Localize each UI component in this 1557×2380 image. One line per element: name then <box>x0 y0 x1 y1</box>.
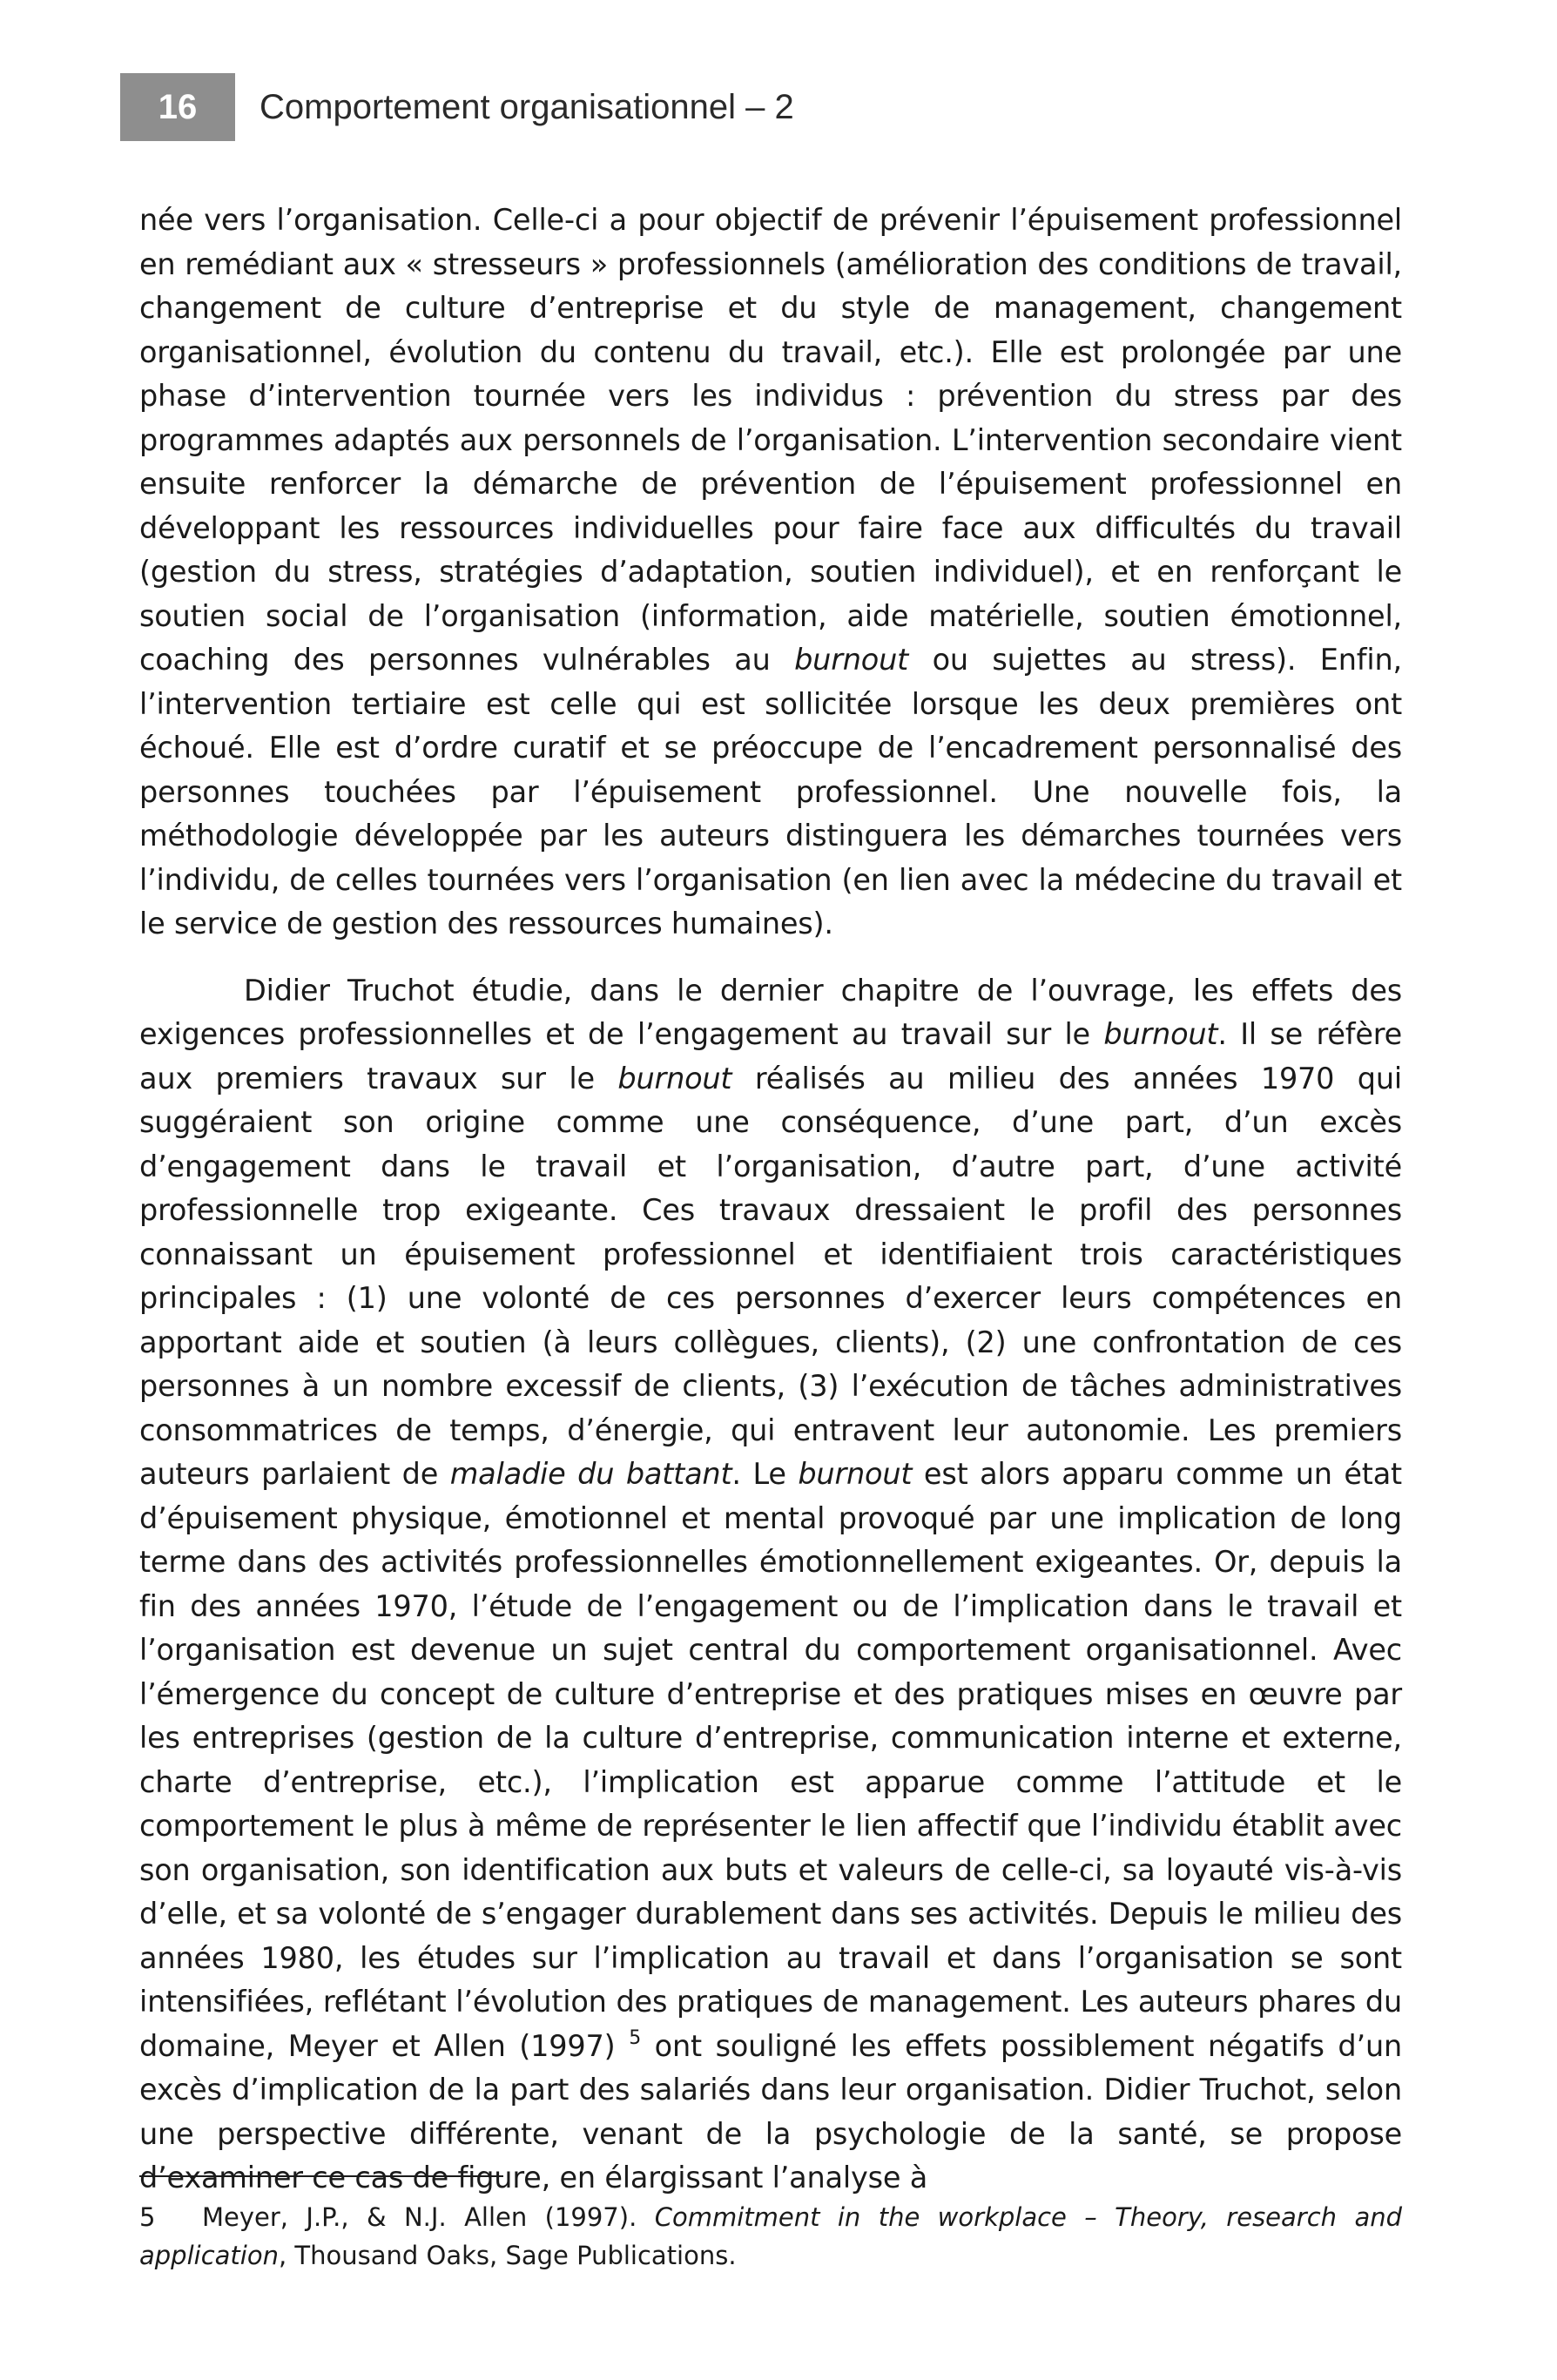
paragraph-1: née vers l’organisation. Celle-ci a pour objectif de prévenir l’épuisement professionnel en remédiant aux « stresseurs » professionnels (amélioration des conditions de travail, changement de culture d’entreprise et du style de management, changement organisationnel, évolution du contenu du travail, etc.). Elle est prolongée par une phase d’intervention tournée vers les individus : prévention du stress par des programmes adaptés aux personnels de l’organisation. L’intervention secondaire vient ensuite renforcer la démarche de prévention de l’épuisement professionnel en développant les ressources individuelles pour faire face aux difficultés du travail (gestion du stress, stratégies d’adaptation, soutien individuel), et en renforçant le soutien social de l’organisation (information, aide matérielle, soutien émotionnel, coaching des personnes vulnérables au burnout ou sujettes au stress). Enfin, l’intervention tertiaire est celle qui est sollicitée lorsque les deux premières ont échoué. Elle est d’ordre curatif et se préoccupe de l’encadrement personnalisé des personnes touchées par l’épuisement professionnel. Une nouvelle fois, la méthodologie développée par les auteurs distinguera les démarches tournées vers l’individu, de celles tournées vers l’organisation (en lien avec la médecine du travail et le service de gestion des ressources humaines). <box>139 203 1402 941</box>
footnote-reference: 5 <box>629 2026 641 2049</box>
paragraph-2: Didier Truchot étudie, dans le dernier chapitre de l’ouvrage, les effets des exigences professionnelles et de l’engagement au travail sur le burnout. Il se réfère aux premiers travaux sur le burnout réalisés au milieu des années 1970 qui suggéraient son origine comme une conséquence, d’une part, d’un excès d’engagement dans le travail et l’organisation, d’autre part, d’une activité professionnelle trop exigeante. Ces travaux dressaient le profil des personnes connaissant un épuisement professionnel et identifiaient trois caractéristiques principales : (1) une volonté de ces personnes d’exercer leurs compétences en apportant aide et soutien (à leurs collègues, clients), (2) une confrontation de ces personnes à un nombre excessif de clients, (3) l’exécution de tâches administratives consommatrices de temps, d’énergie, qui entravent leur autonomie. Les premiers auteurs parlaient de maladie du battant. Le burnout est alors apparu comme un état d’épuisement physique, émotionnel et mental provoqué par une implication de long terme dans des activités professionnelles émotionnellement exigeantes. Or, depuis la fin des années 1970, l’étude de l’engagement ou de l’implication dans le travail et l’organisation est devenue un sujet central du comportement organisationnel. Avec l’émergence du concept de culture d’entreprise et des pratiques mises en œuvre par les entreprises (gestion de la culture d’entreprise, communication interne et externe, charte d’entreprise, etc.), l’implication est apparue comme l’attitude et le comportement le plus à même de représenter le lien affectif que l’individu établit avec son organisation, son identification aux buts et valeurs de celle-ci, sa loyauté vis-à-vis d’elle, et sa volonté de s’engager durablement dans ses activités. Depuis le milieu des années 1980, les études sur l’implication au travail et dans l’organisation se sont intensifiées, reflétant l’évolution des pratiques de management. Les auteurs phares du domaine, Meyer et Allen (1997) $^5$ ont souligné les effets possiblement négatifs d’un excès d’implication de la part des salariés dans leur organisation. Didier Truchot, selon une perspective différente, venant de la psychologie de la santé, se propose d’examiner ce cas de figure, en élargissant l’analyse à <box>139 973 1403 2195</box>
footnote-divider <box>139 2175 503 2177</box>
footnote: 5 Meyer, J.P., & N.J. Allen (1997). Commitment in the workplace – Theory, research and application, Thousand Oaks, Sage Publications. <box>139 2198 1402 2275</box>
body-text <box>139 199 1402 2201</box>
footnote-number: 5 <box>139 2202 156 2232</box>
page-header <box>120 73 794 141</box>
page-number: 16 <box>120 73 235 141</box>
running-title: Comportement organisationnel – 2 <box>260 87 794 126</box>
